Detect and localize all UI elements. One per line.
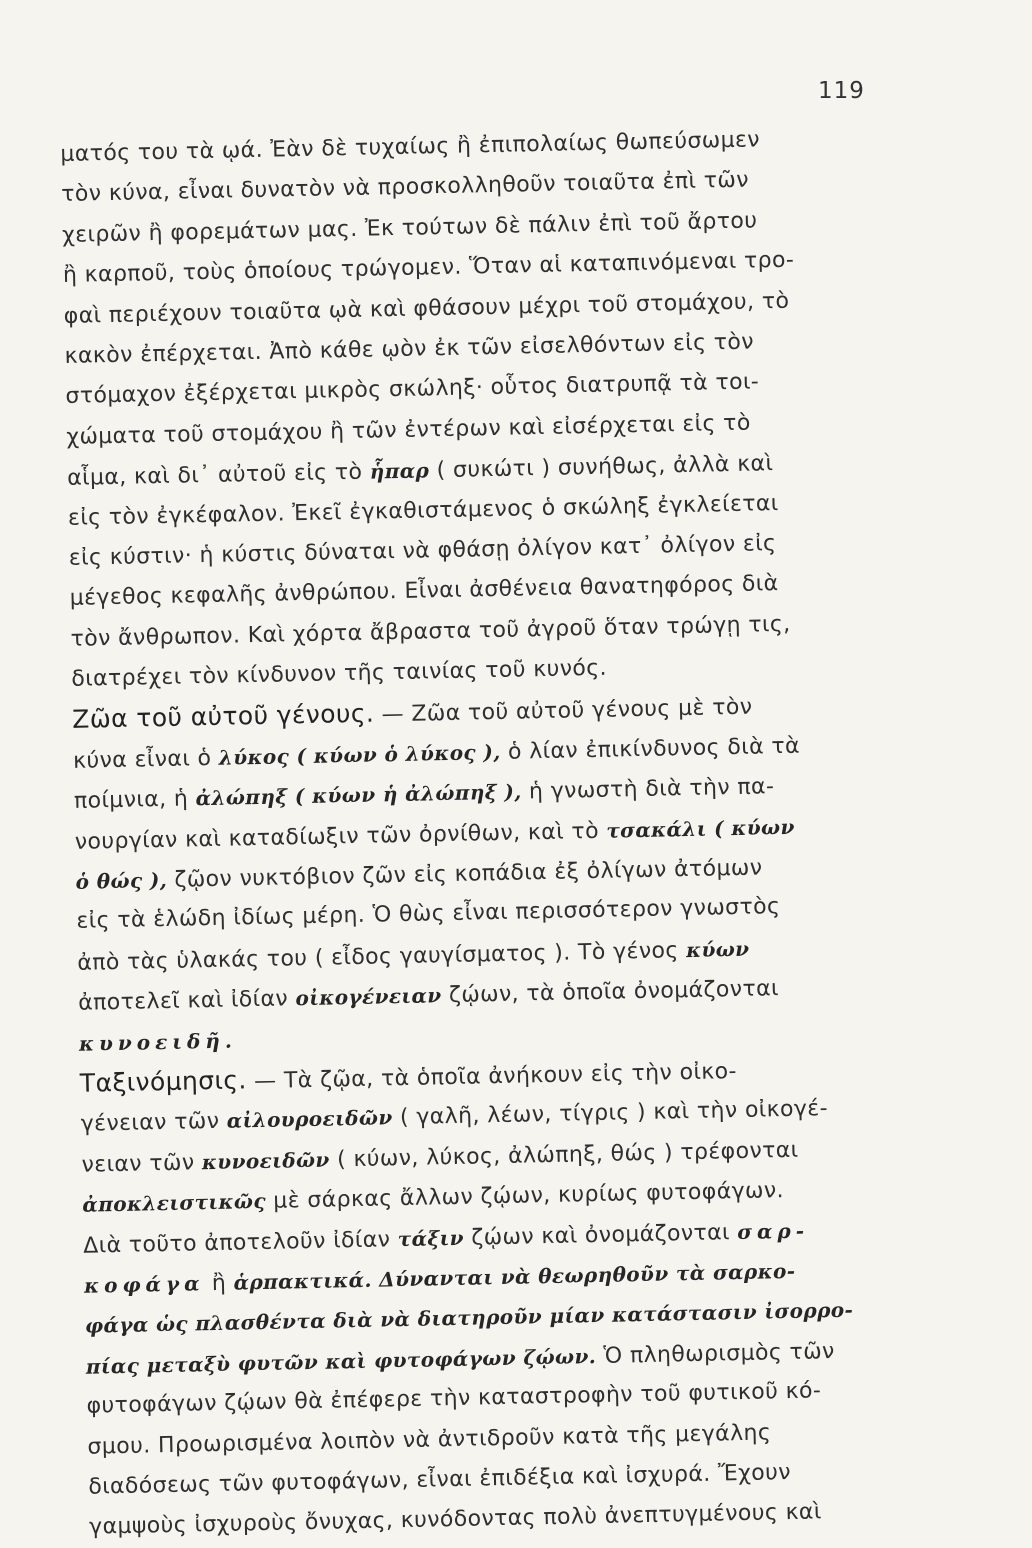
text-line: πίας μεταξὺ φυτῶν καὶ φυτοφάγων ζῴων. Ὁ πληθωρισμὸς τῶν	[85, 1338, 835, 1379]
text-line: μέγεθος κεφαλῆς ἀνθρώπου. Εἶναι ἀσθένεια θανατηφόρος διὰ	[69, 571, 779, 612]
text-line: χώματα τοῦ στομάχου ἢ τῶν ἐντέρων καὶ εἰσέρχεται εἰς τὸ	[66, 410, 751, 450]
text-line: ματός του τὰ ῳά. Ἐὰν δὲ τυχαίως ἢ ἐπιπολαίως θωπεύσωμεν	[60, 127, 761, 167]
text-line: διαδόσεως τῶν φυτοφάγων, εἶναι ἐπιδέξια καὶ ἰσχυρά. Ἔχουν	[88, 1459, 792, 1500]
text-line: γαμψοὺς ἰσχυροὺς ὄνυχας, κυνόδοντας πολὺ ἀνεπτυγμένους καὶ	[88, 1499, 822, 1540]
section-heading: Ζῶα τοῦ αὐτοῦ γένους.	[71, 699, 375, 735]
section-line: Ζῶα τοῦ αὐτοῦ γένους. — Ζῶα τοῦ αὐτοῦ γένους μὲ τὸν	[71, 695, 753, 735]
text-line: φυτοφάγων ζῴων θὰ ἐπέφερε τὴν καταστροφὴν τοῦ φυτικοῦ κό-	[86, 1378, 822, 1419]
term-emphasis: κυνοειδῆ.	[78, 1028, 238, 1056]
term-emphasis: ἀποκλειστικῶς	[82, 1189, 267, 1217]
term-emphasis: φάγα ὡς πλασθέντα διὰ νὰ διατηροῦν μίαν κατάστασιν ἰσορρο-	[84, 1297, 854, 1339]
text-line: εἰς κύστιν· ἡ κύστις δύναται νὰ φθάσῃ ὀλίγον κατ᾽ ὀλίγον εἰς	[68, 530, 777, 571]
text-line: χειρῶν ἢ φορεμάτων μας. Ἐκ τούτων δὲ πάλιν ἐπὶ τοῦ ἄρτου	[61, 208, 758, 248]
text-line: ἢ καρποῦ, τοὺς ὁποίους τρώγομεν. Ὅταν αἱ καταπινόμεναι τρο-	[62, 247, 795, 289]
text-line: κακὸν ἐπέρχεται. Ἀπὸ κάθε ῳὸν ἐκ τῶν εἰσελθόντων εἰς τὸν	[64, 329, 755, 369]
page-number: 119	[818, 78, 865, 104]
text-line: ὁ θώς ), ζῷον νυκτόβιον ζῶν εἰς κοπάδια ἐξ ὀλίγων ἀτόμων	[75, 855, 763, 894]
term-emphasis: οἰκογένειαν	[295, 983, 442, 1011]
text-line: σμου. Προωρισμένα λοιπὸν νὰ ἀντιδροῦν κατὰ τῆς μεγάλης	[87, 1419, 772, 1460]
text-line: εἰς τὸν ἐγκέφαλον. Ἐκεῖ ἐγκαθιστάμενος ὁ σκώληξ ἐγκλείεται	[67, 490, 779, 531]
text-line: εἰς τὰ ἑλώδη ἰδίως μέρη. Ὁ θὼς εἶναι περισσότερον γνωστὸς	[76, 894, 781, 935]
text-line: γένειαν τῶν αἰλουροειδῶν ( γαλῆ, λέων, τίγρις ) καὶ τὴν οἰκογέ-	[80, 1096, 829, 1138]
text-line: διατρέχει τὸν κίνδυνον τῆς ταινίας τοῦ κυνός.	[71, 655, 608, 692]
term-emphasis: τσακάλι ( κύων	[606, 814, 795, 843]
term-emphasis: ἀλώπηξ ( κύων ἡ ἀλώπηξ ),	[195, 779, 522, 811]
text-line: φαὶ περιέχουν τοιαῦτα ῳὰ καὶ φθάσουν μέχρι τοῦ στομάχου, τὸ	[63, 288, 790, 329]
term-emphasis: σαρ-	[737, 1218, 810, 1244]
text-line: κοφάγα ἢ ἁρπακτικά. Δύνανται νὰ θεωρηθοῦν τὰ σαρκο-	[83, 1258, 796, 1298]
text-line: Διὰ τοῦτο ἀποτελοῦν ἰδίαν τάξιν ζῴων καὶ ὀνομάζονται σαρ-	[83, 1218, 810, 1259]
term-emphasis: αἰλουροειδῶν	[226, 1105, 393, 1134]
text-line: τὸν κύνα, εἶναι δυνατὸν νὰ προσκολληθοῦν τοιαῦτα ἐπὶ τῶν	[60, 167, 750, 208]
term-emphasis: ἁρπακτικά. Δύνανται νὰ θεωρηθοῦν τὰ σαρκο-	[233, 1258, 796, 1295]
term-emphasis: λύκος ( κύων ὁ λύκος ),	[218, 739, 501, 770]
text-line: ἀποκλειστικῶς μὲ σάρκας ἄλλων ζῴων, κυρίως φυτοφάγων.	[82, 1178, 785, 1217]
text-line: νουργίαν καὶ καταδίωξιν τῶν ὀρνίθων, καὶ τὸ τσακάλι ( κύων	[74, 814, 795, 855]
section-heading: Ταξινόμησις.	[79, 1065, 248, 1098]
term-emphasis: ἧπαρ	[369, 458, 430, 484]
text-line: αἷμα, καὶ δι᾽ αὐτοῦ εἰς τὸ ἧπαρ ( συκώτι ) συνήθως, ἀλλὰ καὶ	[66, 451, 774, 492]
text-line: νειαν τῶν κυνοειδῶν ( κύων, λύκος, ἀλώπηξ, θώς ) τρέφονται	[81, 1137, 799, 1178]
text-line: στόμαχον ἐξέρχεται μικρὸς σκώληξ· οὗτος διατρυπᾷ τὰ τοι-	[65, 369, 760, 410]
text-line: ποίμνια, ἡ ἀλώπηξ ( κύων ἡ ἀλώπηξ ), ἡ γνωστὴ διὰ τὴν πα-	[73, 774, 775, 815]
term-emphasis: κύων	[685, 936, 750, 962]
term-emphasis: κοφάγα	[83, 1271, 205, 1298]
text-line: τὸν ἄνθρωπον. Καὶ χόρτα ἄβραστα τοῦ ἀγροῦ ὅταν τρώγῃ τις,	[70, 611, 791, 652]
term-emphasis: ὁ θώς ),	[75, 867, 168, 894]
term-emphasis: τάξιν	[397, 1225, 465, 1251]
text-line: ἀπὸ τὰς ὑλακάς του ( εἶδος γαυγίσματος ). Τὸ γένος κύων	[77, 936, 750, 976]
term-emphasis: κυνοειδῶν	[201, 1147, 330, 1175]
body-text	[60, 116, 1009, 1548]
text-line: κύνα εἶναι ὁ λύκος ( κύων ὁ λύκος ), ὁ λίαν ἐπικίνδυνος διὰ τὰ	[72, 733, 801, 774]
section-line: Ταξινόμησις. — Τὰ ζῷα, τὰ ὁποῖα ἀνήκουν εἰς τὴν οἰκο-	[79, 1059, 738, 1098]
term-emphasis: πίας μεταξὺ φυτῶν καὶ φυτοφάγων ζῴων.	[85, 1343, 597, 1379]
text-line: ἀποτελεῖ καὶ ἰδίαν οἰκογένειαν ζῴων, τὰ ὁποῖα ὀνομάζονται	[77, 976, 780, 1017]
